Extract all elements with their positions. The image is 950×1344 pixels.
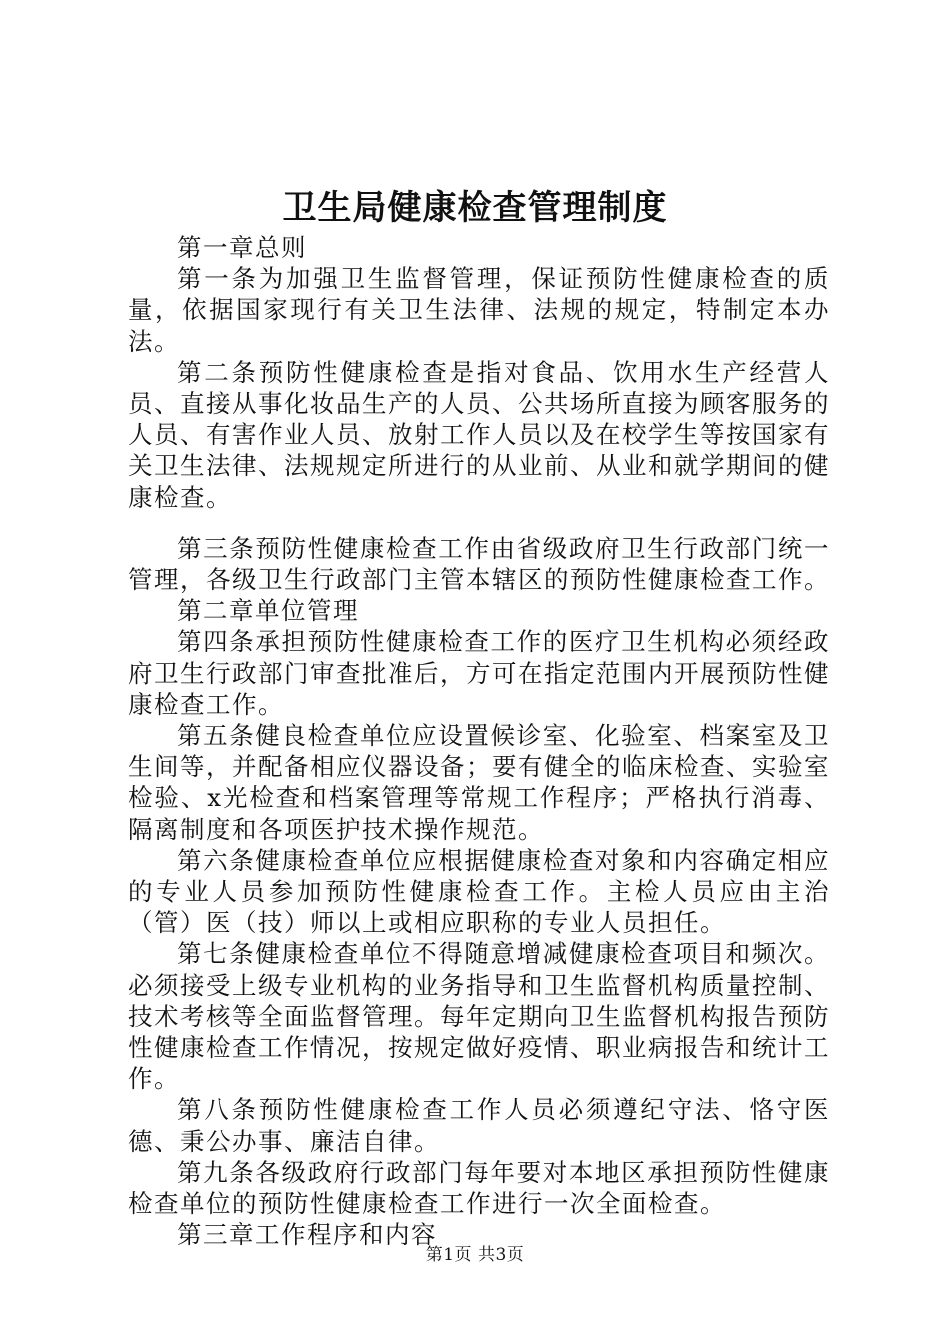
article-paragraph: 第八条预防性健康检查工作人员必须遵纪守法、恪守医德、秉公办事、廉洁自律。: [128, 1095, 830, 1156]
article-paragraph: 第一条为加强卫生监督管理，保证预防性健康检查的质量，依据国家现行有关卫生法律、法规的规定，特制定本办法。: [128, 264, 830, 356]
article-paragraph: 第二条预防性健康检查是指对食品、饮用水生产经营人员、直接从事化妆品生产的人员、公共场所直接为顾客服务的人员、有害作业人员、放射工作人员以及在校学生等按国家有关卫生法律、法规规定所进行的从业前、从业和就学期间的健康检查。: [128, 357, 830, 512]
paragraph-spacer: [128, 513, 830, 533]
page-footer: 第1页 共3页: [425, 1245, 525, 1265]
article-paragraph: 第五条健良检查单位应设置候诊室、化验室、档案室及卫生间等，并配备相应仪器设备；要有健全的临床检查、实验室检验、x光检查和档案管理等常规工作程序；严格执行消毒、隔离制度和各项医护技术操作规范。: [128, 721, 830, 844]
article-paragraph: 第七条健康检查单位不得随意增减健康检查项目和频次。必须接受上级专业机构的业务指导和卫生监督机构质量控制、技术考核等全面监督管理。每年定期向卫生监督机构报告预防性健康检查工作情况，按规定做好疫情、职业病报告和统计工作。: [128, 939, 830, 1094]
chapter-heading: 第一章总则: [177, 233, 307, 262]
article-paragraph: 第三条预防性健康检查工作由省级政府卫生行政部门统一管理，各级卫生行政部门主管本辖区的预防性健康检查工作。: [128, 533, 830, 595]
chapter-heading: 第三章工作程序和内容: [177, 1220, 437, 1250]
article-paragraph: 第六条健康检查单位应根据健康检查对象和内容确定相应的专业人员参加预防性健康检查工作。主检人员应由主治（管）医（技）师以上或相应职称的专业人员担任。: [128, 845, 830, 938]
document-body: [128, 232, 830, 1251]
article-paragraph: 第四条承担预防性健康检查工作的医疗卫生机构必须经政府卫生行政部门审查批准后，方可在指定范围内开展预防性健康检查工作。: [128, 627, 830, 719]
article-paragraph: 第九条各级政府行政部门每年要对本地区承担预防性健康检查单位的预防性健康检查工作进行一次全面检查。: [128, 1157, 830, 1219]
document-title: 卫生局健康检查管理制度: [282, 188, 668, 228]
chapter-heading: 第二章单位管理: [177, 596, 359, 626]
